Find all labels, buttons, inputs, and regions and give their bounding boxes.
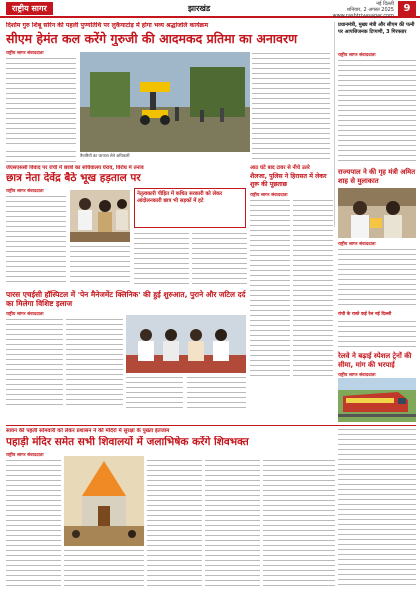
paper-name: राष्ट्रीय सागर: [6, 2, 53, 15]
tower-byline: राष्ट्रीय सागर संवाददाता: [250, 193, 288, 198]
website: www.rashtriyasagar.com: [332, 13, 394, 19]
train-headline: रेलवे ने बढ़ाई स्पेशल ट्रेनों की सीमा, मांग की भरपाई: [338, 352, 412, 369]
tower-text-col2: [293, 199, 333, 379]
date-block: [333, 1, 395, 19]
hospital-byline: राष्ट्रीय सागर संवाददाता: [6, 312, 44, 317]
student-kicker: जेएसएससी विवाद पर रांची में छात्रों का सचिवालय घेराव, विरोध में तनाव: [6, 165, 144, 171]
train-byline: राष्ट्रीय सागर संवाददाता: [338, 373, 376, 378]
tower-text-col1: [250, 199, 290, 379]
hospital-text-col4: [187, 376, 246, 408]
column-divider: [334, 22, 335, 227]
student-byline: राष्ट्रीय सागर संवाददाता: [6, 189, 44, 194]
bottom-text-col5: [263, 459, 335, 589]
tower-headline: शैलजा, पुलिस ने हिरासत में लेकर शुरू की पूछताछ: [250, 173, 327, 188]
student-text-col2: [70, 245, 130, 285]
student-text-col1: [6, 195, 66, 285]
lead-headline: सीएम हेमंत कल करेंगे गुरुजी की आदमकद प्रतिमा का अनावरण: [6, 31, 298, 46]
governor-byline: राष्ट्रीय सागर संवाददाता: [338, 242, 376, 247]
bottom-text-col2: [64, 549, 144, 589]
bottom-text-col1: [6, 459, 61, 589]
train-kicker: रांची के रास्ते कई रेल नई दिल्ली: [338, 312, 392, 317]
bottom-byline: राष्ट्रीय सागर संवाददाता: [6, 453, 44, 458]
student-text-col4: [192, 232, 247, 285]
section-state: झारखंड: [188, 4, 211, 13]
hospital-headline: पारस एचईसी हॉस्पिटल में 'पेन मैनेजमेंट क्लिनिक' की हुई शुरुआत, पुराने और जटिल दर्द का मिलेगा विशिष्ट इलाज: [6, 290, 246, 308]
lead-text-col1: [6, 57, 76, 147]
lead-photo-caption: तैयारियों का जायजा लेते अधिकारी: [80, 153, 130, 158]
lead-text-col2: [252, 52, 330, 162]
section-rule: [6, 425, 416, 426]
tower-kicker: आठ घंटे बाद टावर से नीचे उतरे: [250, 165, 310, 171]
student-sub: नेतृत्वकारी पीड़ित में कथित सरकारी को लेकर आंदोलनकारी छात्र भी सड़कों में हटे: [137, 191, 223, 204]
bottom-text-col3: [147, 459, 202, 589]
lead-byline: राष्ट्रीय सागर संवाददाता: [6, 51, 44, 56]
student-photo: [70, 190, 130, 242]
temple-photo: [64, 456, 144, 546]
city: नई दिल्ली: [376, 1, 394, 7]
bottom-kicker: सावन की पहली सोमवारी को लेकर प्रशासन ने की मंदिरों में सुरक्षा के पुख्ता इंतजाम: [6, 428, 170, 434]
hospital-text-col3: [126, 376, 183, 408]
hospital-text-col2: [66, 318, 123, 408]
governor-photo: [338, 188, 416, 238]
governor-text: [338, 248, 416, 308]
hospital-photo: [126, 315, 246, 373]
train-photo: [338, 378, 416, 422]
right-bottom-text: [338, 428, 416, 589]
side-top-headline: प्रधानमंत्री, मुख्य मंत्री और सीएम की पत्नी पर आपत्तिजनक टिप्पणी, 3 गिरफ्तार: [338, 22, 415, 35]
page-number: 9: [398, 1, 416, 16]
side-top-byline: राष्ट्रीय सागर संवाददाता: [338, 53, 376, 58]
date: शनिवार, 2 अगस्त 2025: [346, 7, 394, 13]
student-text-col3: [134, 232, 189, 285]
bottom-headline: पहाड़ी मंदिर समेत सभी शिवालयों में जलाभिषेक करेंगे शिवभक्त: [6, 436, 249, 448]
bottom-text-col4: [205, 459, 260, 589]
lead-photo: [80, 52, 250, 152]
train-text-a: [338, 320, 416, 350]
governor-headline: राज्यपाल ने की गृह मंत्री अमित शाह से मुलाकात: [338, 168, 416, 185]
lead-text-col1b: [6, 150, 76, 162]
student-headline: छात्र नेता देवेंद्र बैठे भूख हड़ताल पर: [6, 172, 141, 184]
side-top-text: [338, 59, 416, 164]
student-sub-box: [134, 188, 246, 228]
lead-kicker: दिशोम गुरु शिबू सोरेन की पहली पुण्यतिथि पर लुकैयाटांड़ में होगा भव्य श्रद्धांजलि कार्यक्रम: [6, 22, 209, 29]
hospital-text-col1: [6, 318, 63, 408]
